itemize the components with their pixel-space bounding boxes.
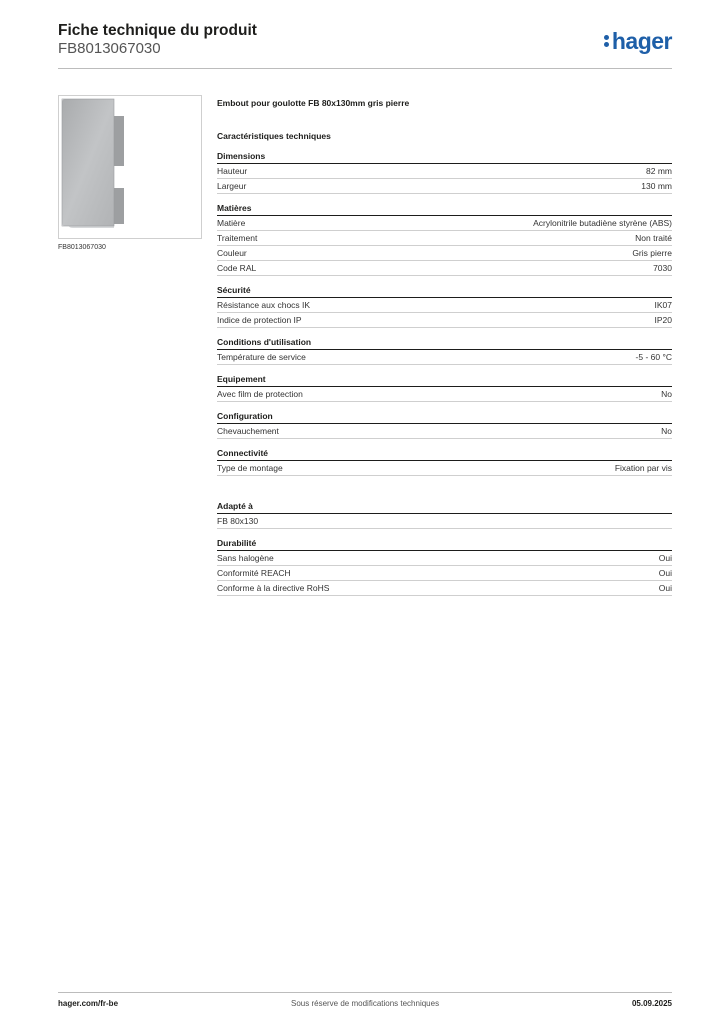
spec-value: 82 mm xyxy=(646,166,672,176)
spec-row xyxy=(217,313,672,328)
hager-logo xyxy=(604,28,672,55)
spec-label: Température de service xyxy=(217,352,306,362)
spec-row xyxy=(217,350,672,365)
image-caption: FB8013067030 xyxy=(58,244,106,251)
footer-date: 05.09.2025 xyxy=(631,999,672,1008)
spec-label: Conforme à la directive RoHS xyxy=(217,583,330,593)
cable-trunking-end-cap-icon xyxy=(59,96,201,238)
spec-value: Acrylonitrile butadiène styrène (ABS) xyxy=(533,218,672,228)
section-title: Adapté à xyxy=(217,500,672,514)
spec-label: FB 80x130 xyxy=(217,516,259,526)
footer-disclaimer: Sous réserve de modifications techniques xyxy=(291,999,440,1008)
spec-row xyxy=(217,424,672,439)
spec-label: Code RAL xyxy=(217,263,257,273)
section-title: Conditions d'utilisation xyxy=(217,336,672,350)
spec-row xyxy=(217,231,672,246)
section-title: Equipement xyxy=(217,373,672,387)
spec-label: Avec film de protection xyxy=(217,389,303,399)
section-title: Configuration xyxy=(217,410,672,424)
technical-specs-title: Caractéristiques techniques xyxy=(217,131,331,141)
spec-label: Matière xyxy=(217,218,246,228)
spec-value: IP20 xyxy=(654,315,672,325)
page-header xyxy=(58,22,672,69)
spec-label: Hauteur xyxy=(217,166,248,176)
spec-value: IK07 xyxy=(654,300,672,310)
spec-value: Oui xyxy=(658,568,672,578)
section-title: Matières xyxy=(217,202,672,216)
spec-value: Oui xyxy=(658,583,672,593)
section-title: Sécurité xyxy=(217,284,672,298)
spec-row xyxy=(217,461,672,476)
spec-label: Largeur xyxy=(217,181,247,191)
section-title: Connectivité xyxy=(217,447,672,461)
spec-row xyxy=(217,387,672,402)
section-configuration xyxy=(217,410,672,439)
product-reference: FB8013067030 xyxy=(58,40,161,57)
product-image xyxy=(58,95,202,239)
spec-label: Type de montage xyxy=(217,463,283,473)
spec-value: Oui xyxy=(658,553,672,563)
product-name: Embout pour goulotte FB 80x130mm gris pierre xyxy=(217,98,410,108)
spec-row xyxy=(217,566,672,581)
spec-value: 7030 xyxy=(653,263,672,273)
section-connectivity xyxy=(217,447,672,476)
section-suitable-for xyxy=(217,500,672,529)
section-title: Durabilité xyxy=(217,537,672,551)
logo-dots-icon xyxy=(604,29,610,49)
spec-row xyxy=(217,581,672,596)
section-title: Dimensions xyxy=(217,150,672,164)
spec-row xyxy=(217,298,672,313)
section-sustainability xyxy=(217,537,672,596)
spec-label: Indice de protection IP xyxy=(217,315,302,325)
spec-row xyxy=(217,551,672,566)
footer-website-link[interactable]: hager.com/fr-be xyxy=(58,999,119,1008)
spec-label: Couleur xyxy=(217,248,247,258)
spec-value: Fixation par vis xyxy=(614,463,672,473)
spec-label: Résistance aux chocs IK xyxy=(217,300,311,310)
section-materials xyxy=(217,202,672,276)
spec-value: -5 - 60 °C xyxy=(635,352,672,362)
spec-value: Gris pierre xyxy=(632,248,672,258)
spec-row xyxy=(217,216,672,231)
spec-value: 130 mm xyxy=(641,181,672,191)
spec-row xyxy=(217,261,672,276)
spec-value: No xyxy=(661,389,672,399)
section-safety xyxy=(217,284,672,328)
logo-text: hager xyxy=(611,28,672,54)
section-usage-conditions xyxy=(217,336,672,365)
spec-label: Traitement xyxy=(217,233,258,243)
spec-value: No xyxy=(661,426,672,436)
section-equipment xyxy=(217,373,672,402)
spec-label: Sans halogène xyxy=(217,553,274,563)
spec-label: Chevauchement xyxy=(217,426,279,436)
spec-row xyxy=(217,179,672,194)
spec-content xyxy=(217,96,672,596)
spec-value: Non traité xyxy=(635,233,672,243)
section-dimensions xyxy=(217,150,672,194)
spec-row xyxy=(217,514,672,529)
spec-row xyxy=(217,164,672,179)
document-title: Fiche technique du produit xyxy=(58,22,257,39)
spec-label: Conformité REACH xyxy=(217,568,291,578)
page-footer xyxy=(58,992,672,1008)
spec-row xyxy=(217,246,672,261)
